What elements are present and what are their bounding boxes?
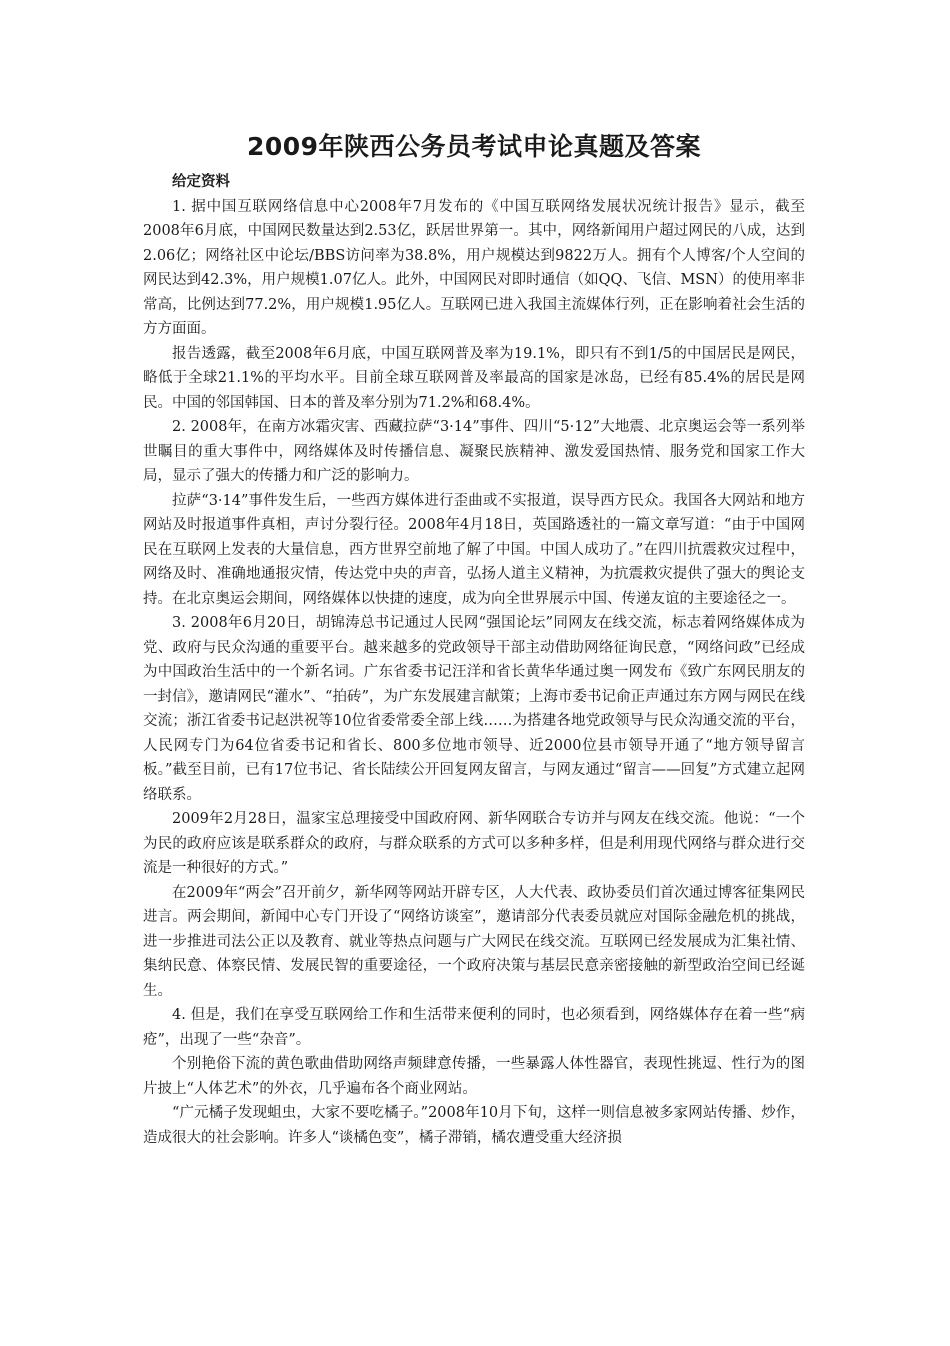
paragraph-5: 3. 2008年6月20日，胡锦涛总书记通过人民网“强国论坛”同网友在线交流，标志着网络媒体成为党、政府与民众沟通的重要平台。越来越多的党政领导干部主动借助网络征询民意，“网络问政”已经成为中国政治生活中的一个新名词。广东省委书记汪洋和省长黄华华通过奥一网发布《致广东网民朋友的一封信》，邀请网民“灌水”、“拍砖”，为广东发展建言献策；上海市委书记俞正声通过东方网与网民在线交流；浙江省委书记赵洪祝等10位省委常委全部上线……为搭建各地党政领导与民众沟通交流的平台，人民网专门为64位省委书记和省长、800多位地市领导、近2000位县市领导开通了“地方领导留言板。”截至目前，已有17位书记、省长陆续公开回复网友留言，与网友通过“留言——回复”方式建立起网络联系。	[143, 615, 805, 803]
document-title: 2009年陕西公务员考试申论真题及答案	[246, 132, 702, 161]
paragraph-9: 个别艳俗下流的黄色歌曲借助网络声频肆意传播，一些暴露人体性器官，表现性挑逗、性行为的图片披上“人体艺术”的外衣，几乎遍布各个商业网站。	[143, 1056, 805, 1097]
paragraph-3: 2. 2008年，在南方冰霜灾害、西藏拉萨“3·14”事件、四川“5·12”大地震、北京奥运会等一系列举世瞩目的重大事件中，网络媒体及时传播信息、凝聚民族精神、激发爱国热情、服务党和国家工作大局，显示了强大的传播力和广泛的影响力。	[143, 419, 805, 484]
paragraph-7: 在2009年“两会”召开前夕，新华网等网站开辟专区，人大代表、政协委员们首次通过博客征集网民进言。两会期间，新闻中心专门开设了“网络访谈室”，邀请部分代表委员就应对国际金融危机的挑战，进一步推进司法公正以及教育、就业等热点问题与广大网民在线交流。互联网已经发展成为汇集社情、集纳民意、体察民情、发展民智的重要途径，一个政府决策与基层民意亲密接触的新型政治空间已经诞生。	[143, 884, 805, 999]
paragraph-4: 拉萨“3·14”事件发生后，一些西方媒体进行歪曲或不实报道，误导西方民众。我国各大网站和地方网站及时报道事件真相，声讨分裂行径。2008年4月18日，英国路透社的一篇文章写道：“由于中国网民在互联网上发表的大量信息，西方世界空前地了解了中国。中国人成功了。”在四川抗震救灾过程中，网络及时、准确地通报灾情，传达党中央的声音，弘扬人道主义精神，为抗震救灾提供了强大的舆论支持。在北京奥运会期间，网络媒体以快捷的速度，成为向全世界展示中国、传递友谊的主要途径之一。	[143, 492, 805, 607]
paragraph-1: 1. 据中国互联网络信息中心2008年7月发布的《中国互联网络发展状况统计报告》显示，截至2008年6月底，中国网民数量达到2.53亿，跃居世界第一。其中，网络新闻用户超过网民的八成，达到2.06亿；网络社区中论坛/BBS访问率为38.8%，用户规模达到9822万人。拥有个人博客/个人空间的网民达到42.3%，用户规模1.07亿人。此外，中国网民对即时通信（如QQ、飞信、MSN）的使用率非常高，比例达到77.2%，用户规模1.95亿人。互联网已进入我国主流媒体行列，正在影响着社会生活的方方面面。	[143, 198, 805, 337]
paragraph-6: 2009年2月28日，温家宝总理接受中国政府网、新华网联合专访并与网友在线交流。他说：“一个为民的政府应该是联系群众的政府，与群众联系的方式可以多种多样，但是利用现代网络与群众进行交流是一种很好的方式。”	[143, 811, 805, 876]
paragraph-10: “广元橘子发现蛆虫，大家不要吃橘子。”2008年10月下旬，这样一则信息被多家网站传播、炒作，造成很大的社会影响。许多人“谈橘色变”，橘子滞销，橘农遭受重大经济损	[143, 1105, 805, 1146]
paragraph-2: 报告透露，截至2008年6月底，中国互联网普及率为19.1%，即只有不到1/5的中国居民是网民，略低于全球21.1%的平均水平。目前全球互联网普及率最高的国家是冰岛，已经有85.4%的居民是网民。中国的邻国韩国、日本的普及率分别为71.2%和68.4%。	[143, 345, 805, 411]
section-heading: 给定资料	[172, 173, 230, 190]
paragraph-8: 4. 但是，我们在享受互联网给工作和生活带来便利的同时，也必须看到，网络媒体存在着一些“病疮”，出现了一些“杂音”。	[143, 1007, 805, 1048]
document-page	[143, 130, 805, 1150]
